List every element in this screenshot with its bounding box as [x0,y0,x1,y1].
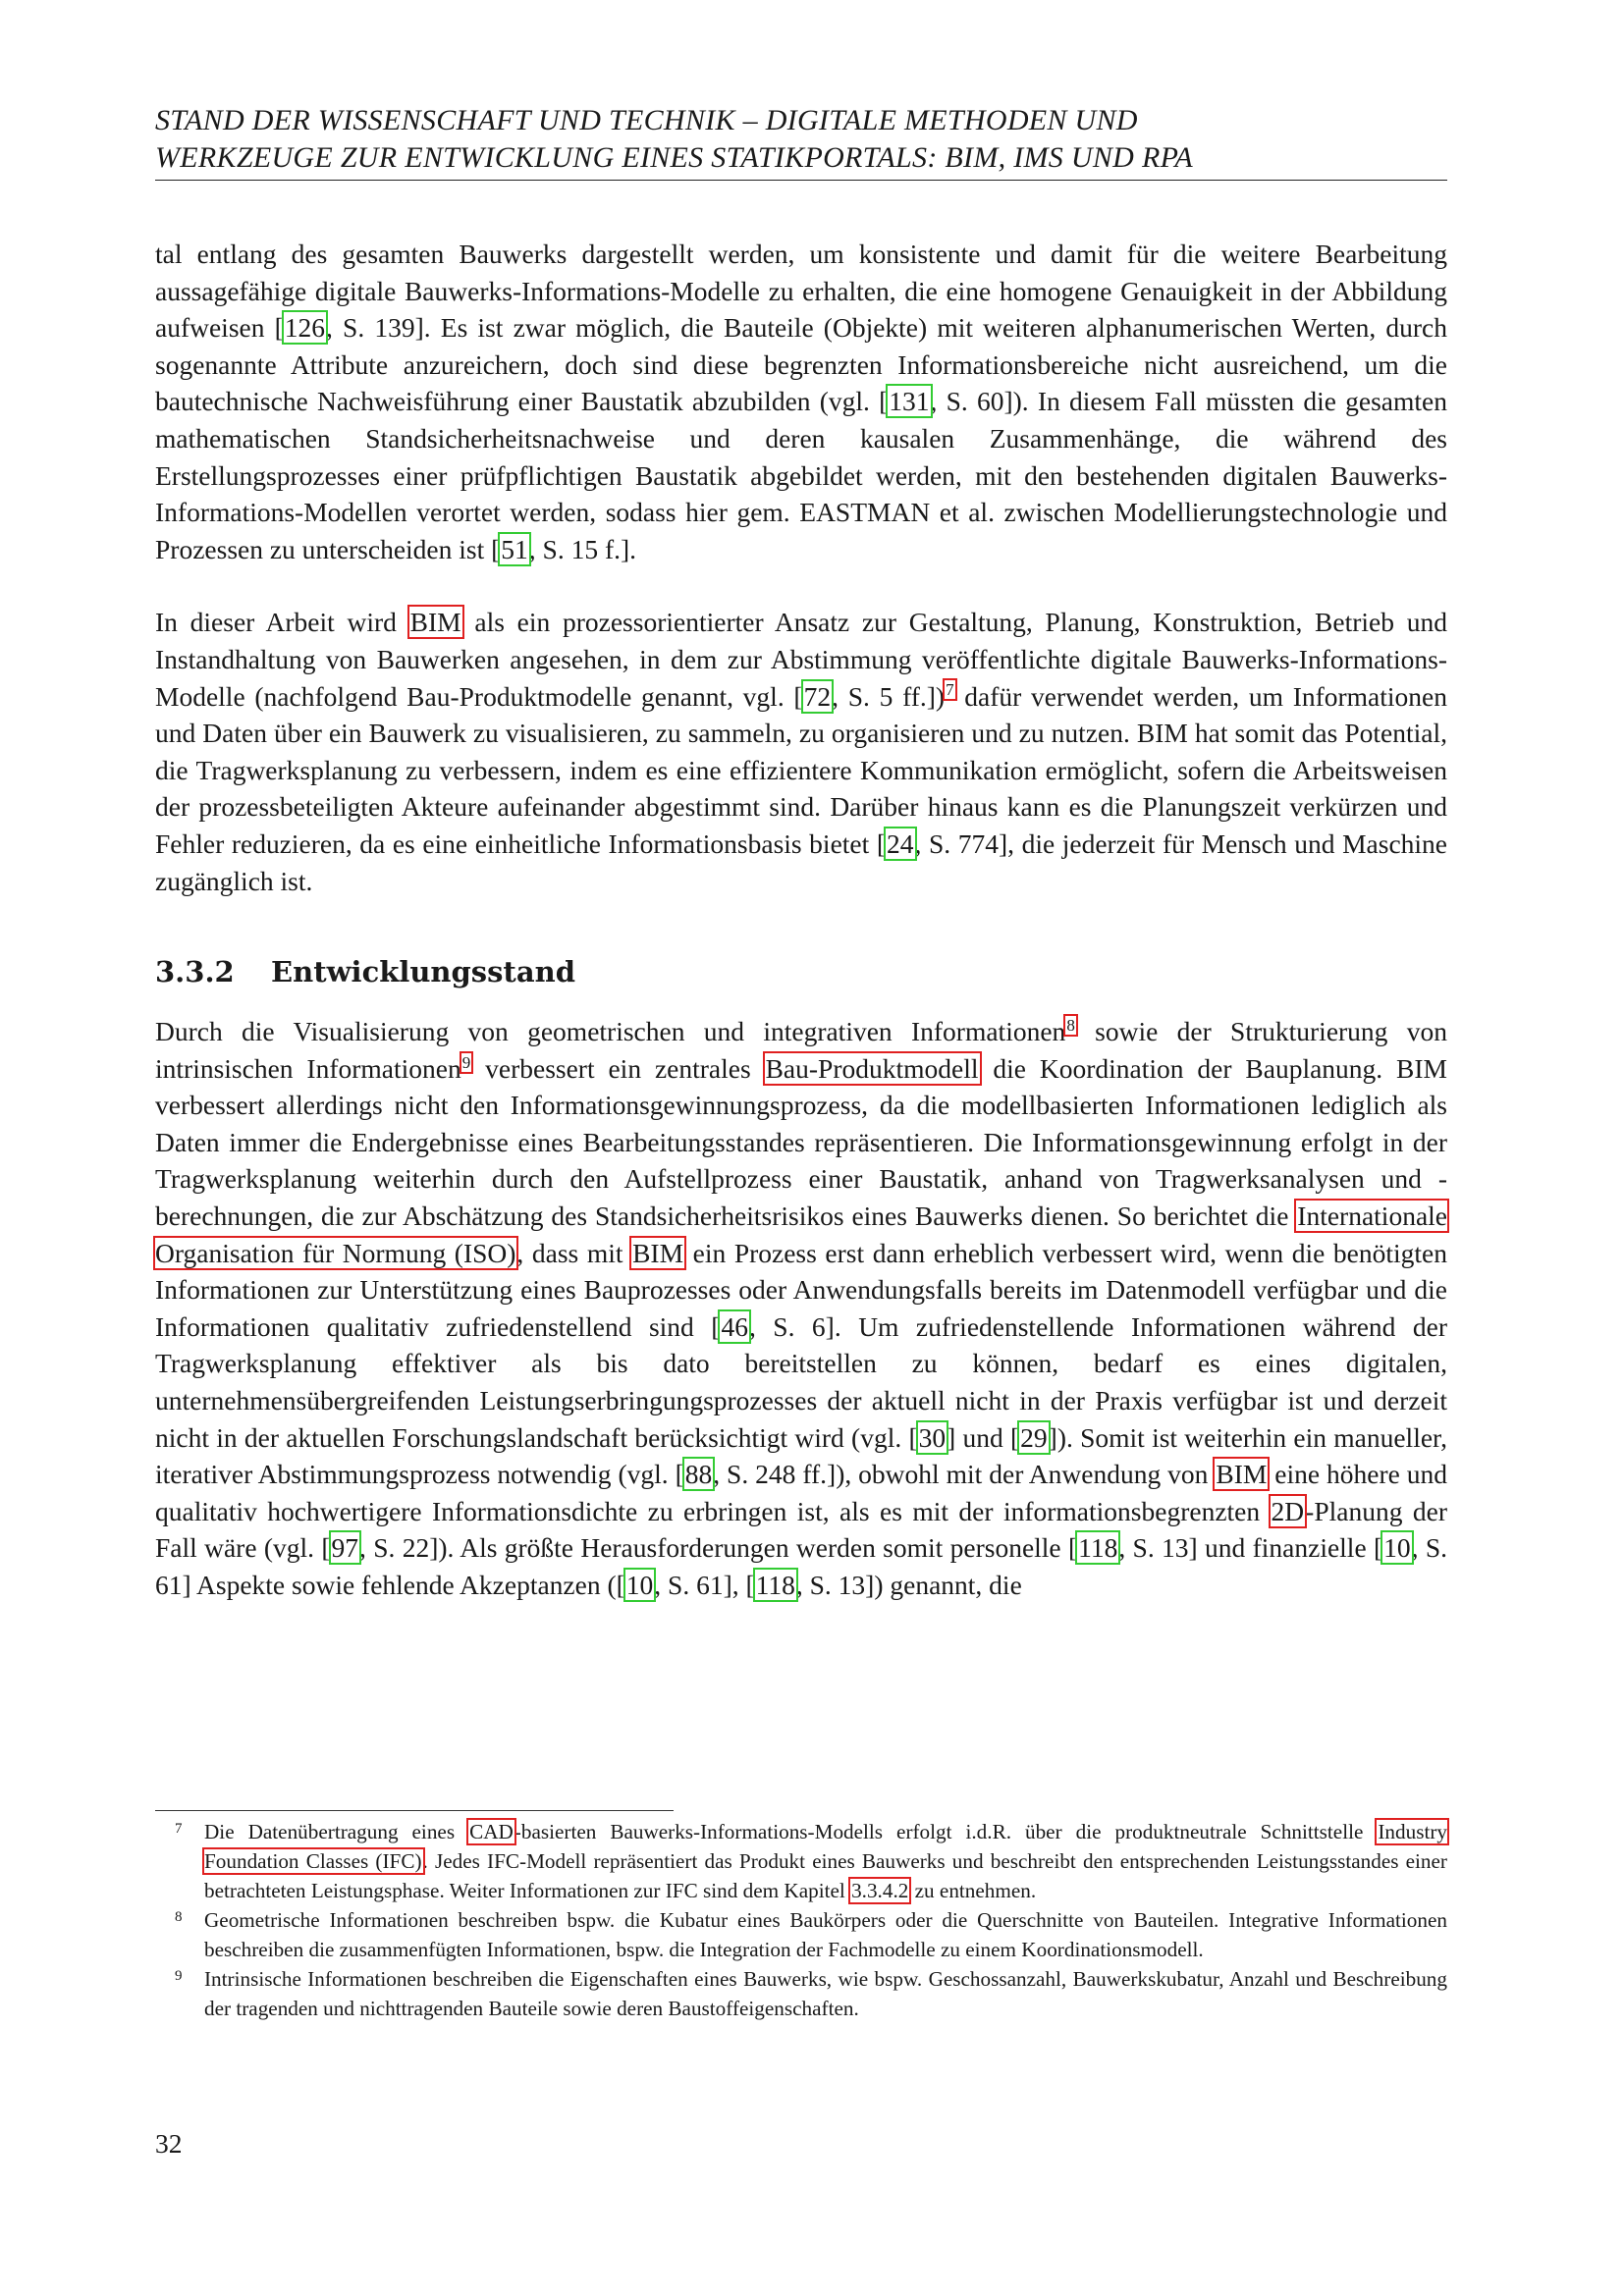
citation-link[interactable]: 131 [889,386,930,417]
footnote-mark: 8 [175,1909,183,1925]
text-run: Die Datenübertragung eines [204,1820,469,1843]
citation-link[interactable]: 126 [284,312,326,344]
citation-link[interactable]: 72 [803,680,832,712]
citation-link[interactable]: 10 [625,1570,654,1600]
text-run: , S. 61], [ [654,1570,755,1600]
page-number: 32 [155,2128,183,2159]
running-header-line-2: WERKZEUGE ZUR ENTWICKLUNG EINES STATIKPORTALS: BIM, IMS UND RPA [155,141,1193,174]
text-run: . Jedes IFC-Modell repräsentiert das Produkt eines Bauwerks und beschreibt den entsprechenden Leistungsstandes einer betrachteten Leistungsphase. Weiter Informationen zur IFC sind dem Kapitel [204,1849,1447,1902]
running-header [155,102,1447,177]
section-title: Entwicklungsstand [271,955,575,989]
footnote-ref-9[interactable]: 9 [461,1052,471,1072]
text-run: , S. 248 ff.]), obwohl mit der Anwendung von [713,1459,1216,1490]
citation-link[interactable]: 29 [1020,1421,1048,1453]
footnote-9 [175,1964,1447,2023]
footnote-7 [175,1817,1447,1905]
text-run: eine höhere und qualitativ hochwertigere Informationsdichte zu erbringen ist, als es mit der informationsbegrenzten [155,1459,1448,1526]
citation-link[interactable]: 30 [918,1421,947,1453]
glossary-link-cad[interactable]: CAD [469,1820,514,1843]
citation-link[interactable]: 118 [1078,1532,1118,1564]
glossary-link-bim[interactable]: BIM [409,607,461,638]
text-run: dafür verwendet werden, um Informationen und Daten über ein Bauwerk zu visualisieren, zu sammeln, zu organisieren und zu nutzen. BIM hat somit das Potential, die Tragwerksplanung zu verbessern, indem es eine effizientere Kommunikation ermöglicht, sofern die Arbeitsweisen der prozessbeteiligten Akteure aufeinander abgestimmt sind. Darüber hinaus kann es die Planungszeit verkürzen und Fehler reduzieren, da es eine einheitliche Informationsbasis bietet [ [155,680,1448,859]
text-run: , S. 13] und finanzielle [ [1118,1532,1383,1564]
text-run: Intrinsische Informationen beschreiben die Eigenschaften eines Bauwerks, wie bspw. Geschossanzahl, Bauwerkskubatur, Anzahl und Beschreibung der tragenden und nichttragenden Bauteile sowie deren Baustoffeigenschaften. [204,1967,1447,2020]
text-run: sowie der Strukturierung von intrinsischen Informationen [155,1016,1448,1084]
text-run: die Koordination der Bauplanung. BIM verbessert allerdings nicht den Informationsgewinnungsprozess, da die modellbasierten Informationen lediglich als Daten immer die Endergebnisse eines Bearbeitungsstandes repräsentieren. Die Informationsgewinnung erfolgt in der Tragwerksplanung weiterhin durch den Aufstellprozess einer Baustatik, anhand von Tragwerksanalysen und -berechnungen, die zur Abschätzung des Standsicherheitsrisikos eines Bauwerks dienen. So berichtet die [155,1052,1447,1232]
citation-link[interactable]: 88 [684,1459,713,1490]
citation-link[interactable]: 10 [1383,1532,1411,1564]
text-run: , dass mit [516,1237,632,1268]
running-header-line-1: STAND DER WISSENSCHAFT UND TECHNIK – DIGITALE METHODEN UND [155,104,1138,136]
text-run: Durch die Visualisierung von geometrischen und integrativen Informationen [155,1016,1066,1047]
text-run: verbessert ein zentrales [471,1052,765,1084]
text-run: , S. 60]). In diesem Fall müssten die gesamten mathematischen Standsicherheitsnachweise und deren kausalen Zusammenhänge, die während des Erstellungsprozesses einer prüfpflichtigen Baustatik abgebildet werden, mit den bestehenden digitalen Bauwerks-Informations-Modellen verortet werden, sodass hier gem. EASTMAN et al. zwischen Modellierungstechnologie und Prozessen zu unterscheiden ist [ [155,386,1448,564]
section-heading [155,954,1447,989]
glossary-link-2d[interactable]: 2D [1271,1495,1305,1526]
section-link-3-3-4-2[interactable]: 3.3.4.2 [851,1879,909,1902]
text-run: , S. 22]). Als größte Herausforderungen werden somit personelle [ [359,1532,1078,1564]
text-run: , S. 6]. Um zufriedenstellende Informationen während der Tragwerksplanung effektiver als bis dato bereitstellen zu können, bedarf es eines digitalen, unternehmensübergreifenden Leistungserbringungsprozesses der aktuell nicht in der Praxis verfügbar ist und derzeit nicht in der aktuellen Forschungslandschaft berücksichtigt wird (vgl. [ [155,1310,1447,1453]
text-run: -basierten Bauwerks-Informations-Modells erfolgt i.d.R. über die produktneutrale Schnittstelle [514,1820,1378,1843]
footnote-ref-7[interactable]: 7 [946,680,954,700]
footnote-mark: 9 [175,1968,183,1984]
text-run: als ein prozessorientierter Ansatz zur Gestaltung, Planung, Konstruktion, Betrieb und Instandhaltung von Bauwerken angesehen, in dem zur Abstimmung veröffentlichte digitale Bauwerks-Informations-Modelle (nachfolgend Bau-Produktmodelle genannt, vgl. [ [155,607,1447,712]
section-number: 3.3.2 [155,955,235,989]
text-run: , S. 13]) genannt, die [795,1570,1022,1600]
citation-link[interactable]: 51 [501,533,528,564]
footnote-ref-8[interactable]: 8 [1066,1015,1075,1035]
paragraph-2 [155,604,1447,899]
text-run: , S. 774], die jederzeit für Mensch und Maschine zugänglich ist. [155,828,1447,896]
citation-link[interactable]: 46 [721,1310,748,1342]
citation-link[interactable]: 118 [755,1570,795,1600]
glossary-link-iso[interactable]: Internationale Organisation für Normung (ISO) [155,1201,1447,1268]
text-run: , S. 139]. Es ist zwar möglich, die Bauteile (Objekte) mit weiteren alphanumerischen Werten, durch sogenannte Attribute anzureichern, doch sind diese begrenzten Informationsbereiche nicht ausreichend, um die bautechnische Nachweisführung einer Baustatik abzubilden (vgl. [ [155,312,1447,417]
text-run: tal entlang des gesamten Bauwerks dargestellt werden, um konsistente und damit für die weitere Bearbeitung aussagefähige digitale Bauwerks-Informations-Modelle zu erhalten, die eine homogene Genauigkeit in der Abbildung aufweisen [ [155,239,1447,344]
footnote-rule [155,1810,674,1811]
text-run: In dieser Arbeit wird [155,607,409,638]
paragraph-1 [155,236,1447,567]
text-run: zu entnehmen. [909,1879,1037,1902]
text-run: ]). Somit ist weiterhin ein manueller, iterativer Abstimmungsprozess notwendig (vgl. [ [155,1421,1447,1490]
glossary-link-ifc[interactable]: Industry Foundation Classes (IFC) [204,1820,1447,1873]
citation-link[interactable]: 97 [331,1532,359,1564]
text-run: Geometrische Informationen beschreiben bspw. die Kubatur eines Baukörpers oder die Querschnitte von Bauteilen. Integrative Informationen beschreiben die zusammenfügten Informationen, bspw. die Integration der Fachmodelle zu einem Koordinationsmodell. [204,1908,1447,1961]
text-run: , S. 61] Aspekte sowie fehlende Akzeptanzen ([ [155,1532,1448,1600]
main-text [155,236,1447,1640]
glossary-link-bim[interactable]: BIM [632,1237,684,1268]
text-run: , S. 5 ff.]) [832,680,946,712]
citation-link[interactable]: 24 [887,828,914,859]
glossary-link-bau-produktmodell[interactable]: Bau-Produktmodell [765,1052,979,1084]
text-run: -Planung der Fall wäre (vgl. [ [155,1495,1447,1564]
text-run: ] und [ [947,1421,1020,1453]
footnote-8 [175,1905,1447,1964]
footnotes [175,1817,1447,2023]
header-rule [155,180,1447,181]
text-run: ein Prozess erst dann erheblich verbessert wird, wenn die benötigten Informationen zur Unterstützung eines Bauprozesses oder Anwendungsfalls bereits im Datenmodell verfügbar und die Informationen qualitativ zufriedenstellend sind [ [155,1237,1448,1342]
glossary-link-bim[interactable]: BIM [1216,1459,1268,1490]
paragraph-3 [155,1013,1447,1604]
text-run: , S. 15 f.]. [528,533,637,564]
footnote-mark: 7 [175,1821,183,1837]
